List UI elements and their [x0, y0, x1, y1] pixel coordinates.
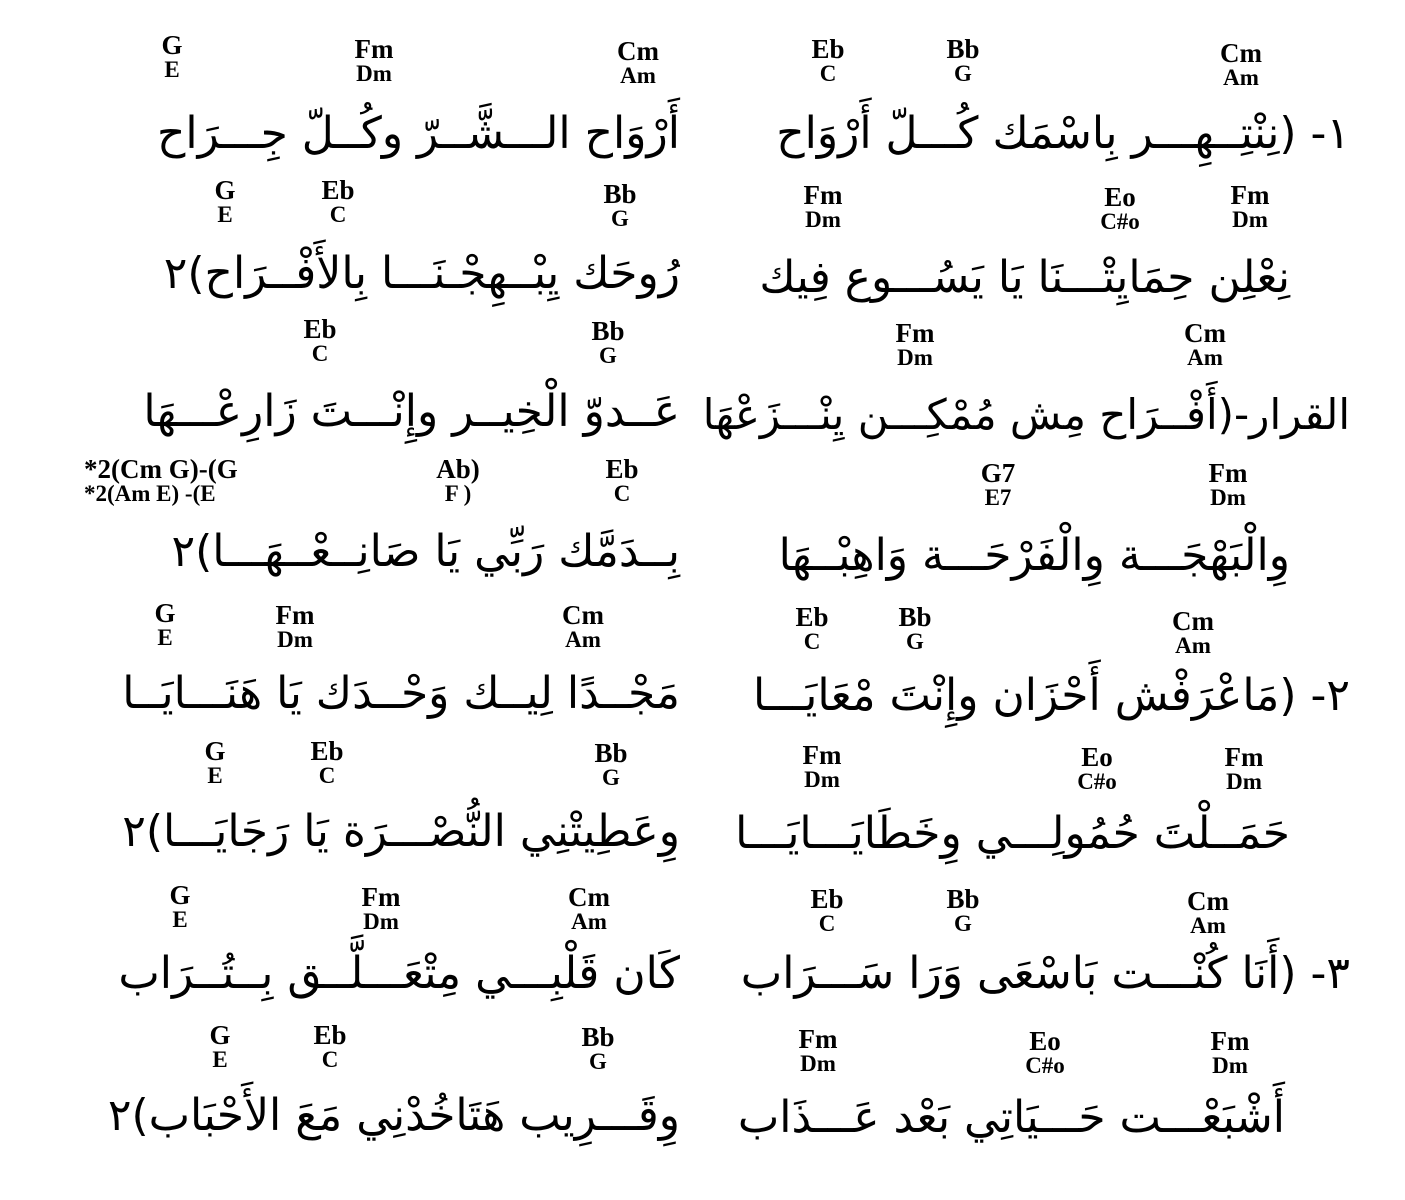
chord: Bb G: [603, 179, 637, 231]
chord: Fm Dm: [1224, 742, 1264, 794]
chord: G7 E7: [980, 458, 1016, 510]
left-line-7: [0, 882, 700, 1022]
chord: G E: [204, 736, 226, 788]
lyric-line: القرار-(أَفْــرَاح مِش مُمْكِـــن يِنْـــزَعْهَا: [702, 390, 1350, 439]
chord: Fm Dm: [1208, 458, 1248, 510]
chord: G E: [161, 30, 183, 82]
chord: Cm Am: [1184, 318, 1226, 370]
chord: Cm Am: [568, 882, 610, 934]
chord: G E: [154, 598, 176, 650]
lyric-line: ١- (نِنْتِــهِـــر بِاسْمَك كُـــلّ أَرْوَاح: [776, 108, 1350, 159]
lyric-line: وِقَـــرِيب هَتَاخُدْنِي مَعَ الأَحْبَاب)٢: [107, 1090, 680, 1141]
chord: Bb G: [591, 316, 625, 368]
chord: Eb C: [310, 736, 344, 788]
chord: Eo C#o: [1025, 1026, 1065, 1078]
lyric-line: أَرْوَاح الـــشَّــرّ وكُــلّ جِـــرَاح: [157, 108, 680, 159]
chord: Fm Dm: [798, 1024, 838, 1076]
chord: G E: [209, 1020, 231, 1072]
lyric-line: بِــدَمَّك رَبِّي يَا صَانِــعْــهَـــا)٢: [171, 526, 680, 577]
chord: Fm Dm: [361, 882, 401, 934]
right-line-4: [720, 460, 1350, 600]
right-line-5: [720, 604, 1350, 744]
chord: G E: [169, 880, 191, 932]
chord: Bb G: [594, 738, 628, 790]
chord: Ab) F ): [436, 454, 480, 506]
chord: Eb C: [321, 175, 355, 227]
lyric-line: ٢- (مَاعْرَفْش أَحْزَان وإِنْتَ مْعَايَـــا: [753, 670, 1350, 721]
chord: Cm Am: [617, 36, 659, 88]
left-line-8: [0, 1022, 700, 1162]
chord: Bb G: [946, 34, 980, 86]
chord: Eb C: [811, 34, 845, 86]
chord: *2(Cm G)-(G *2(Am E) -(E: [84, 454, 238, 506]
right-line-3: [702, 318, 1350, 460]
chord: Fm Dm: [895, 318, 935, 370]
lyric-line: رُوحَك يِبْــهِجْـنَـــا بِالأَفْــرَاح)٢: [163, 248, 680, 299]
lyric-line: نِعْلِن حِمَايِتْـــنَا يَا يَسُـــوع فِيك: [759, 252, 1290, 303]
chord: Fm Dm: [803, 180, 843, 232]
chord: Cm Am: [1187, 886, 1229, 938]
lyric-line: حَمَــلْتَ حُمُولِـــي وِخَطَايَـــايَـــا: [735, 808, 1290, 859]
left-line-2: [0, 177, 700, 317]
left-line-5: [0, 600, 700, 740]
lyric-line: أَشْبَعْـــت حَـــيَاتِي بَعْد عَـــذَاب: [737, 1092, 1285, 1143]
lyric-line: عَــدوّ الْخِيــر وإِنْـــتَ زَارِعْـــهَا: [143, 386, 680, 437]
chord: Fm Dm: [354, 34, 394, 86]
left-line-6: [0, 738, 700, 878]
right-line-2: [720, 182, 1350, 322]
left-line-4: [0, 456, 700, 596]
lyric-line: مَجْــدًا لِيــك وَحْــدَك يَا هَنَـــايَــا: [122, 668, 680, 719]
chord: Eb C: [795, 602, 829, 654]
chord: Eb C: [605, 454, 639, 506]
chord: Eb C: [303, 314, 337, 366]
chord: G E: [214, 175, 236, 227]
lyric-line: وِعَطِيتْنِي النُّصْـــرَة يَا رَجَايَـــا)٢: [122, 806, 680, 857]
right-line-8: [720, 1026, 1350, 1166]
chord: Bb G: [898, 602, 932, 654]
lyric-line: ٣- (أَنَا كُنْـــت بَاسْعَى وَرَا سَـــرَاب: [740, 948, 1350, 999]
lyric-line: وِالْبَهْجَـــة وِالْفَرْحَـــة وَاهِبْــهَا: [778, 530, 1290, 581]
right-line-6: [720, 742, 1350, 882]
left-line-3: [0, 316, 700, 456]
chord: Fm Dm: [275, 600, 315, 652]
lyric-line: كَان قَلْبِـــي مِتْعَـــلَّــق بِــتُــرَاب: [118, 948, 680, 999]
right-line-7: [720, 886, 1350, 1026]
chord: Cm Am: [562, 600, 604, 652]
chord: Eb C: [313, 1020, 347, 1072]
chord: Bb G: [946, 884, 980, 936]
chord: Fm Dm: [802, 740, 842, 792]
chord: Eb C: [810, 884, 844, 936]
chord: Eo C#o: [1100, 182, 1140, 234]
chord: Fm Dm: [1210, 1026, 1250, 1078]
chord: Eo C#o: [1077, 742, 1117, 794]
right-line-1: [720, 36, 1350, 176]
left-line-1: [0, 32, 700, 172]
chord: Cm Am: [1172, 606, 1214, 658]
chord: Fm Dm: [1230, 180, 1270, 232]
chord: Bb G: [581, 1022, 615, 1074]
chord: Cm Am: [1220, 38, 1262, 90]
